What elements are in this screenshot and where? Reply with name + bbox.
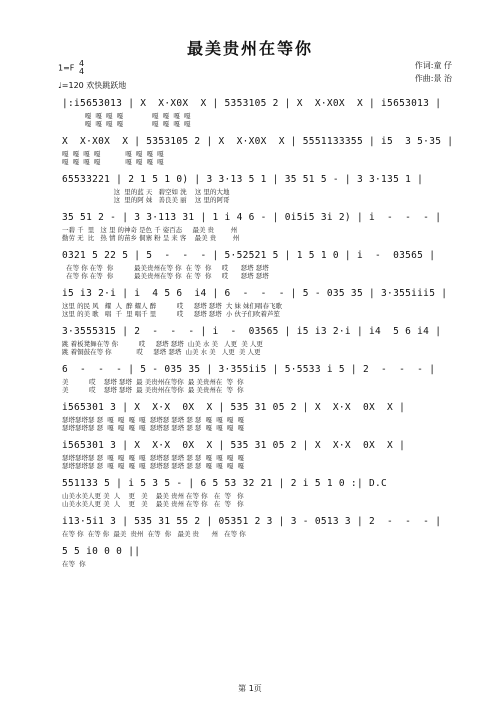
lyric-line: 在等 你 [62,560,86,568]
notation-line: 551133 5 | i 5 3 5 - | 6 5 53 32 21 | 2 i 5 1 0 :| D.C [62,478,388,489]
time-signature [79,60,84,76]
lyric-line: 瑟塔瑟塔瑟 瑟 嘎 嘎 嘎 嘎 瑟塔瑟 瑟塔 瑟 瑟 嘎 嘎 嘎 嘎 [62,424,244,432]
notation-line: i565301 3 | X X·X 0X X | 535 31 05 2 | X X·X 0X X | [62,440,406,451]
lyric-line: 跳 着铜鼓在等 你 哎 瑟塔 瑟塔 山美 水 美 人更 美 人更 [62,348,261,356]
score-system [62,248,467,280]
lyric-line: 在等 你 在等 你 最美贵州在等 你 在 等 你 哎 瑟塔 瑟塔 [62,272,269,280]
time-bottom: 4 [78,67,85,76]
tempo-mark: ♩=120 [58,81,84,90]
notation-line: 3·3555315 | 2 - - - | i - 03565 | i5 i3 2·i | i4 5 6 i4 | [62,326,442,337]
score-system [62,172,467,204]
lyric-line: 美 哎 瑟塔 瑟塔 最 美贵州在等你 最 美贵州在 等 你 [62,378,244,386]
lyric-line: 嘎 嘎 嘎 嘎 嘎 嘎 嘎 嘎 [62,112,191,120]
notation-line: i5 i3 2·i | i 4 5 6 i4 | 6 - - - | 5 - 035 35 | 3·355iii5 | [62,288,448,299]
lyric-line: 嘎 嘎 嘎 嘎 嘎 嘎 嘎 嘎 [62,158,164,166]
notation-line: X X·X0X X | 5353105 2 | X X·X0X X | 5551133355 | i5 3 5·35 | [62,136,454,147]
notation-line: 5 5 i0 0 0 || [62,546,141,557]
song-title: 最美贵州在等你 [186,39,313,58]
composer-credit: 作曲:景 治 [414,74,452,83]
tempo-marking [58,80,126,91]
lyric-line: 山美水美人更 美 人 更 美 最美 贵州 在等 你 在 等 你 [62,492,244,500]
lyric-line: 这 里的蓝 天 碧空如 洗 这 里的大地 [62,188,230,196]
lyric-line: 这里 的民 风 耀 人 醉 耀人 醉 哎 瑟塔 瑟塔 大 妹 妹们唱春飞歌 [62,302,283,310]
lyric-line: 这里 的美 歌 唱 千 里 唱千 里 哎 瑟塔 瑟塔 小 伙子们吹着芦笙 [62,310,280,318]
score-system [62,438,467,470]
lyric-line: 瑟塔瑟塔瑟 瑟 嘎 嘎 嘎 嘎 瑟塔瑟 瑟塔 瑟 瑟 嘎 嘎 嘎 嘎 [62,454,244,462]
notation-line: i565301 3 | X X·X 0X X | 535 31 05 2 | X X·X 0X X | [62,402,406,413]
score-system [62,134,467,166]
score-system [62,286,467,318]
lyric-line: 跳 着板凳舞在等 你 哎 瑟塔 瑟塔 山美 水 美 人更 美 人更 [62,340,263,348]
lyric-line: 嘎 嘎 嘎 嘎 嘎 嘎 嘎 嘎 [62,150,164,158]
score-system [62,96,467,128]
notation-line: |:i5653013 | X X·X0X X | 5353105 2 | X X·X0X X | i5653013 | [62,98,442,109]
lyric-line: 这 里的阿 妹 善良美 丽 这 里的阿哥 [62,196,230,204]
lyric-line: 在等 你 在等 你 最美 贵州 在等 你 最美 贵 州 在等 你 [62,530,246,538]
score-system [62,400,467,432]
lyric-line: 在等 你 在等 你 最美贵州在等 你 在 等 你 哎 瑟塔 瑟塔 [62,264,269,272]
key-signature [58,60,84,76]
time-top: 4 [78,59,85,68]
score-systems [62,96,467,574]
score-system [62,514,467,538]
notation-line: 6 - - - | 5 - 035 35 | 3·355ii5 | 5·5533 i 5 | 2 - - - | [62,364,436,375]
tempo-style: 欢快跳跃地 [86,81,127,90]
notation-line: 35 51 2 - | 3 3·113 31 | 1 i 4 6 - | 0i5i5 3i 2) | i - - - | [62,212,442,223]
notation-line: i13·5i1 3 | 535 31 55 2 | 05351 2 3 | 3 - 0513 3 | 2 - - - | [62,516,442,527]
lyric-line: 嘎 嘎 嘎 嘎 嘎 嘎 嘎 嘎 [62,120,191,128]
score-system [62,362,467,394]
lyric-line: 一碧 千 里 这 里 的神奇 是色 千 姿百态 最美 贵 州 [62,226,238,234]
score-system [62,544,467,568]
lyric-line: 勤劳 无 比 热 情 的苗乡 侗寨 粉 呈 来 客 最美 贵 州 [62,234,240,242]
lyric-line: 山美水美人更 美 人 更 美 最美 贵州 在等 你 在 等 你 [62,500,244,508]
lyricist-credit: 作词:童 仔 [414,61,452,70]
notation-line: 0321 5 22 5 | 5 - - - | 5·52521 5 | 1 5 1 0 | i - 03565 | [62,250,436,261]
score-system [62,476,467,508]
lyric-line: 瑟塔瑟塔瑟 瑟 嘎 嘎 嘎 嘎 瑟塔瑟 瑟塔 瑟 瑟 嘎 嘎 嘎 嘎 [62,416,244,424]
notation-line: 65533221 | 2 1 5 1 0) | 3 3·13 5 1 | 35 51 5 - | 3 3·135 1 | [62,174,424,185]
page-number: 第 1页 [238,684,262,693]
score-system [62,324,467,356]
key-label: 1=F [58,63,75,73]
score-system [62,210,467,242]
lyric-line: 美 哎 瑟塔 瑟塔 最 美贵州在等你 最 美贵州在 等 你 [62,386,244,394]
lyric-line: 瑟塔瑟塔瑟 瑟 嘎 嘎 嘎 嘎 瑟塔瑟 瑟塔 瑟 瑟 嘎 嘎 嘎 嘎 [62,462,244,470]
